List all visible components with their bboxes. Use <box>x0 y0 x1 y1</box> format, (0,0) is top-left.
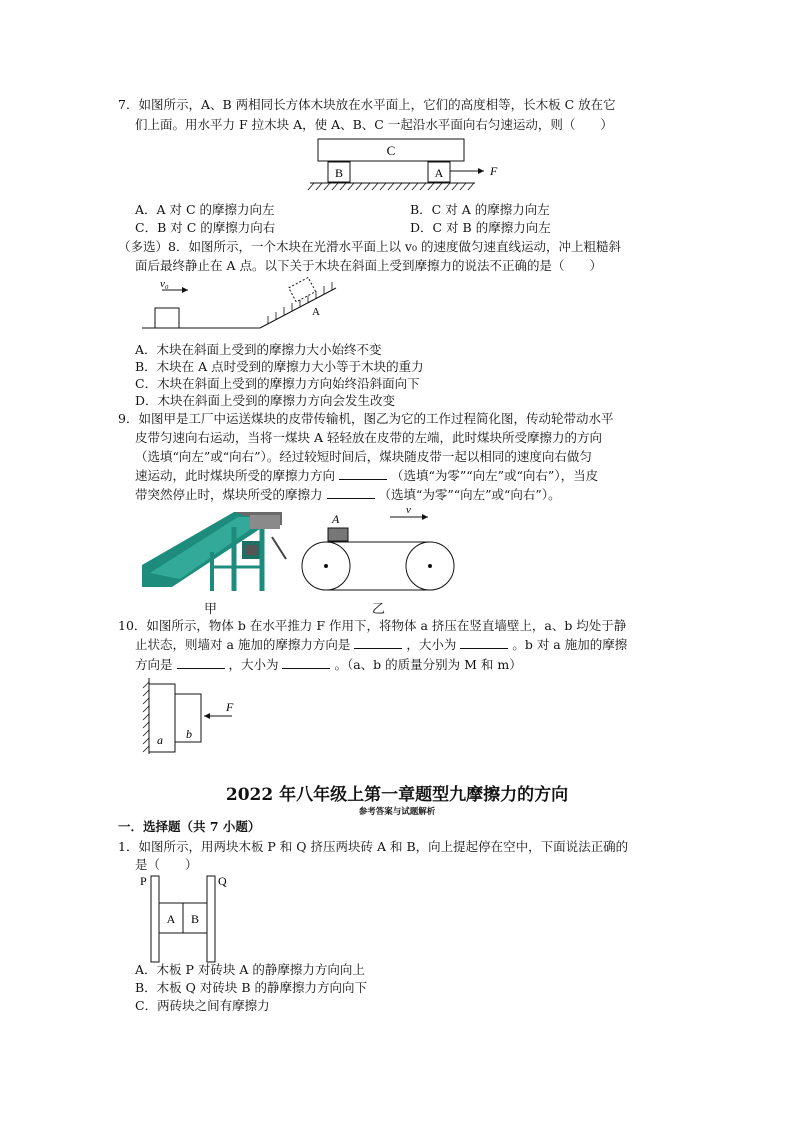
a1-stem-line1: 1．如图所示，用两块木板 P 和 Q 挤压两块砖 A 和 B，向上提起停在空中，下面说法正确的 <box>118 839 629 854</box>
a1-option-b: B．木板 Q 对砖块 B 的静摩擦力方向向下 <box>135 980 368 995</box>
a1-fig-q-label: Q <box>218 874 227 888</box>
q10-blank-2[interactable] <box>460 636 508 649</box>
q9-stem-line5-part2: （选填“为零”“向左”或“向右”）。 <box>378 487 561 502</box>
q9-belt-schematic <box>300 505 460 595</box>
q10-stem-line3-part2: ，大小为 <box>228 657 279 672</box>
q9-stem-line5 <box>135 486 561 504</box>
q9-stem-line5-part1: 带突然停止时，煤块所受的摩擦力 <box>135 487 323 502</box>
q7-fig-force-label: F <box>490 164 498 178</box>
q7-stem-line1: 7．如图所示，A、B 两相同长方体木块放在水平面上，它们的高度相等，长木板 C 放在它 <box>118 97 616 112</box>
q10-stem-line2-part3: 。b 对 a 施加的摩擦 <box>512 637 628 652</box>
a1-fig-b-label: B <box>190 912 200 926</box>
q8-figure <box>140 278 340 340</box>
a1-stem-line2: 是（ ） <box>135 857 198 872</box>
q10-blank-3[interactable] <box>177 656 225 669</box>
q9-blank-3[interactable] <box>327 486 375 499</box>
q10-figure <box>140 676 250 756</box>
q10-stem-line3-part1: 方向是 <box>135 657 173 672</box>
q9-stem-line1: 9．如图甲是工厂中运送煤块的皮带传输机，图乙为它的工作过程简化图，传动轮带动水平 <box>118 411 614 426</box>
q8-option-c: C．木块在斜面上受到的摩擦力方向始终沿斜面向下 <box>135 376 420 391</box>
q9-stem-line2: 皮带匀速向右运动，当将一煤块 A 轻轻放在皮带的左端，此时煤块所受摩擦力的方向 <box>135 430 602 445</box>
answer-section-subtitle: 参考答案与试题解析 <box>358 807 436 817</box>
q7-option-a: A．A 对 C 的摩擦力向左 <box>135 202 275 217</box>
q7-fig-board-label: C <box>386 143 396 158</box>
a1-option-c: C．两砖块之间有摩擦力 <box>135 998 270 1013</box>
q9-fig-label-jia: 甲 <box>204 602 218 617</box>
q9-blank-2[interactable] <box>339 467 387 480</box>
q7-fig-block-a-label: A <box>434 166 444 180</box>
q9-fig-block-label: A <box>332 512 340 526</box>
answer-section-title: 2022 年八年级上第一章题型九摩擦力的方向 <box>225 785 569 805</box>
q10-stem-line3-part3: 。（a、b 的质量分别为 M 和 m） <box>334 657 522 672</box>
q7-option-c: C．B 对 C 的摩擦力向右 <box>135 220 276 235</box>
q8-fig-point-label: A <box>312 306 320 318</box>
q8-stem-line1: （多选）8．如图所示，一个木块在光滑水平面上以 v₀ 的速度做匀速直线运动，冲上粗糙斜 <box>118 239 621 254</box>
q10-stem-line2-part2: ，大小为 <box>406 637 457 652</box>
a1-option-a: A．木板 P 对砖块 A 的静摩擦力方向向上 <box>135 962 365 977</box>
q7-stem-line2: 们上面。用水平力 F 拉木块 A，使 A、B、C 一起沿水平面向右匀速运动，则（ ） <box>135 117 613 132</box>
q9-fig-velocity-label: v <box>406 504 411 516</box>
q7-option-d: D．C 对 B 的摩擦力向左 <box>410 220 551 235</box>
q10-blank-1[interactable] <box>354 636 402 649</box>
q8-fig-velocity-label: v₀ <box>160 278 169 290</box>
q7-fig-block-b-label: B <box>334 166 344 180</box>
q9-stem-line3: （选填“向左”或“向右”）。经过较短时间后，煤块随皮带一起以相同的速度向右做匀 <box>135 449 592 464</box>
q7-figure <box>300 136 520 198</box>
q8-option-b: B．木块在 A 点时受到的摩擦力大小等于木块的重力 <box>135 359 424 374</box>
q8-option-a: A．木块在斜面上受到的摩擦力大小始终不变 <box>135 342 382 357</box>
answer-section-heading: 一．选择题（共 7 小题） <box>118 819 261 834</box>
q7-option-b: B．C 对 A 的摩擦力向左 <box>410 202 550 217</box>
q10-fig-force-label: F <box>226 700 234 714</box>
q9-fig-label-yi: 乙 <box>372 602 386 617</box>
q10-fig-b-label: b <box>186 727 192 741</box>
a1-fig-p-label: P <box>140 874 147 888</box>
q9-conveyor-photo <box>142 507 287 592</box>
a1-fig-a-label: A <box>166 912 176 926</box>
q10-stem-line2 <box>135 636 627 654</box>
q9-stem-line4 <box>135 467 598 485</box>
q10-blank-4[interactable] <box>282 656 330 669</box>
q10-fig-a-label: a <box>157 733 163 747</box>
q8-stem-line2: 面后最终静止在 A 点。以下关于木块在斜面上受到摩擦力的说法不正确的是（ ） <box>135 258 602 273</box>
a1-figure <box>140 873 240 965</box>
q9-stem-line4-part2: （选填“为零”“向左”或“向右”），当皮 <box>390 468 599 483</box>
q10-stem-line2-part1: 止状态，则墙对 a 施加的摩擦力方向是 <box>135 637 351 652</box>
q9-stem-line4-part1: 速运动，此时煤块所受的摩擦力方向 <box>135 468 336 483</box>
q10-stem-line3 <box>135 656 522 674</box>
q8-option-d: D．木块在斜面上受到的摩擦力方向会发生改变 <box>135 393 396 408</box>
q10-stem-line1: 10．如图所示，物体 b 在水平推力 F 作用下，将物体 a 挤压在竖直墙壁上，a、b 均处于静 <box>118 618 627 633</box>
